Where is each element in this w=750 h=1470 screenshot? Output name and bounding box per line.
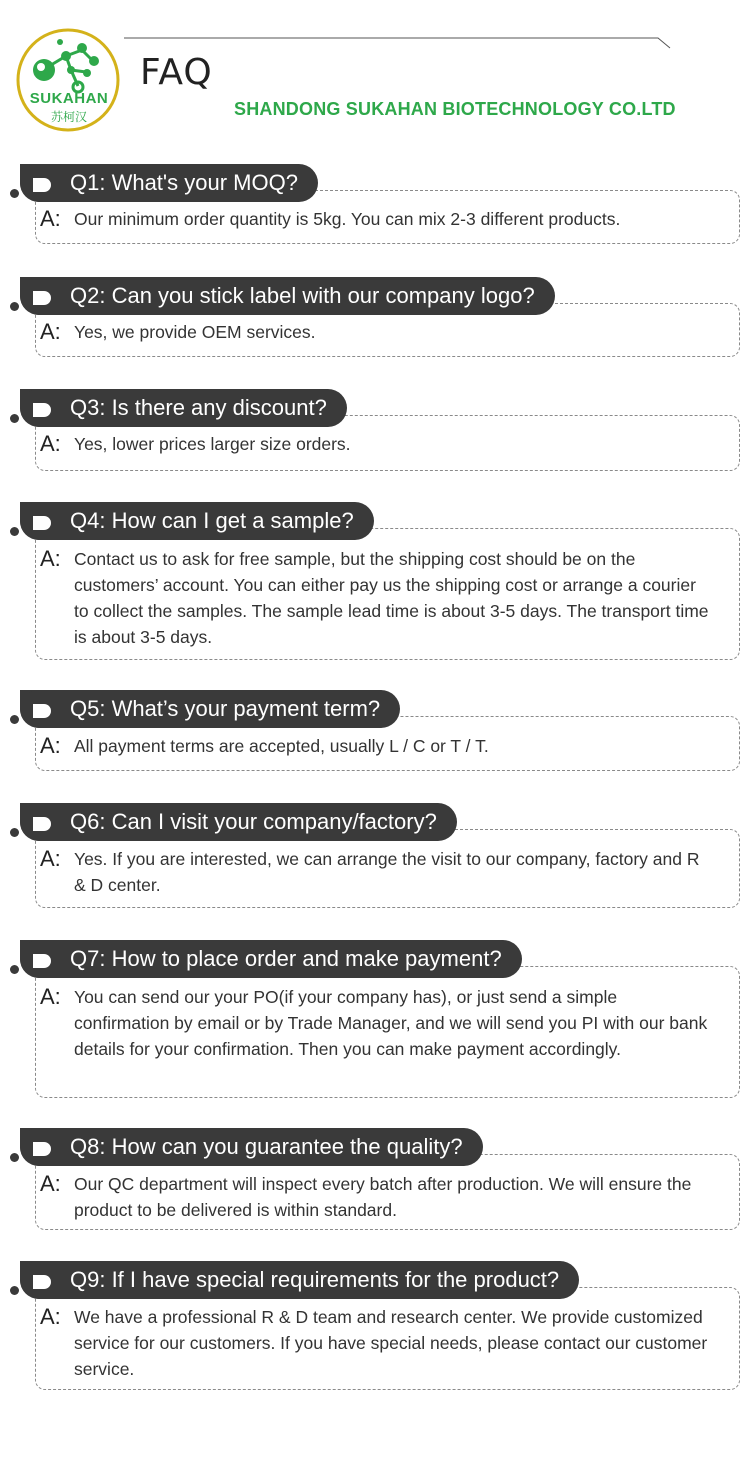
answer-prefix: A: xyxy=(40,984,61,1009)
answer xyxy=(40,1171,710,1223)
bullet-dot xyxy=(10,1286,19,1295)
notch-decoration xyxy=(33,516,51,530)
answer xyxy=(40,733,710,759)
bullet-dot xyxy=(10,189,19,198)
answer-text: Our QC department will inspect every batch after production. We will ensure the product to be delivered is within standard. xyxy=(74,1174,692,1220)
answer-text: Our minimum order quantity is 5kg. You can mix 2-3 different products. xyxy=(74,209,621,229)
question-label: Q3: Is there any discount? xyxy=(20,389,347,427)
question-label: Q9: If I have special requirements for the product? xyxy=(20,1261,579,1299)
answer-prefix: A: xyxy=(40,431,61,456)
company-logo xyxy=(16,28,120,132)
answer xyxy=(40,984,710,1062)
question-label: Q6: Can I visit your company/factory? xyxy=(20,803,457,841)
question-label: Q1: What's your MOQ? xyxy=(20,164,318,202)
notch-decoration xyxy=(33,291,51,305)
answer-text: Contact us to ask for free sample, but the shipping cost should be on the customers’ account. You can either pay us the shipping cost or arrange a courier to collect the samples. The sample lead time is about 3-5 days. The transport time is about 3-5 days. xyxy=(74,549,709,647)
answer-text: We have a professional R & D team and research center. We provide customized service for our customers. If you have special needs, please contact our customer service. xyxy=(74,1307,708,1379)
question-label: Q7: How to place order and make payment? xyxy=(20,940,522,978)
notch-decoration xyxy=(33,817,51,831)
answer-text: Yes. If you are interested, we can arrange the visit to our company, factory and R & D center. xyxy=(74,849,700,895)
notch-decoration xyxy=(33,403,51,417)
question-label: Q8: How can you guarantee the quality? xyxy=(20,1128,483,1166)
bullet-dot xyxy=(10,414,19,423)
bullet-dot xyxy=(10,965,19,974)
answer-prefix: A: xyxy=(40,319,61,344)
logo-chinese-name: 苏柯汉 xyxy=(50,110,87,124)
bullet-dot xyxy=(10,302,19,311)
answer-text: Yes, we provide OEM services. xyxy=(74,322,316,342)
bullet-dot xyxy=(10,1153,19,1162)
answer xyxy=(40,546,710,650)
bullet-dot xyxy=(10,828,19,837)
answer-prefix: A: xyxy=(40,546,61,571)
question-label: Q4: How can I get a sample? xyxy=(20,502,374,540)
logo-wordmark: SUKAHAN xyxy=(29,90,109,107)
notch-decoration xyxy=(33,178,51,192)
answer xyxy=(40,206,710,232)
question-label: Q2: Can you stick label with our company logo? xyxy=(20,277,555,315)
answer-prefix: A: xyxy=(40,733,61,758)
answer xyxy=(40,846,710,898)
answer-prefix: A: xyxy=(40,206,61,231)
question-label: Q5: What’s your payment term? xyxy=(20,690,400,728)
notch-decoration xyxy=(33,1142,51,1156)
notch-decoration xyxy=(33,954,51,968)
answer-text: You can send our your PO(if your company has), or just send a simple confirmation by email or by Trade Manager, and we will send you PI with our bank details for your confirmation. Then you can make payment accordingly. xyxy=(74,987,708,1059)
notch-decoration xyxy=(33,704,51,718)
answer-text: Yes, lower prices larger size orders. xyxy=(74,434,351,454)
bullet-dot xyxy=(10,715,19,724)
answer xyxy=(40,1304,710,1382)
header xyxy=(0,0,750,150)
company-name: SHANDONG SUKAHAN BIOTECHNOLOGY CO.LTD xyxy=(234,99,676,119)
answer-prefix: A: xyxy=(40,1304,61,1329)
answer xyxy=(40,319,710,345)
answer xyxy=(40,431,710,457)
answer-text: All payment terms are accepted, usually L / C or T / T. xyxy=(74,736,489,756)
bullet-dot xyxy=(10,527,19,536)
page-title: FAQ xyxy=(140,52,213,93)
answer-prefix: A: xyxy=(40,1171,61,1196)
notch-decoration xyxy=(33,1275,51,1289)
answer-prefix: A: xyxy=(40,846,61,871)
